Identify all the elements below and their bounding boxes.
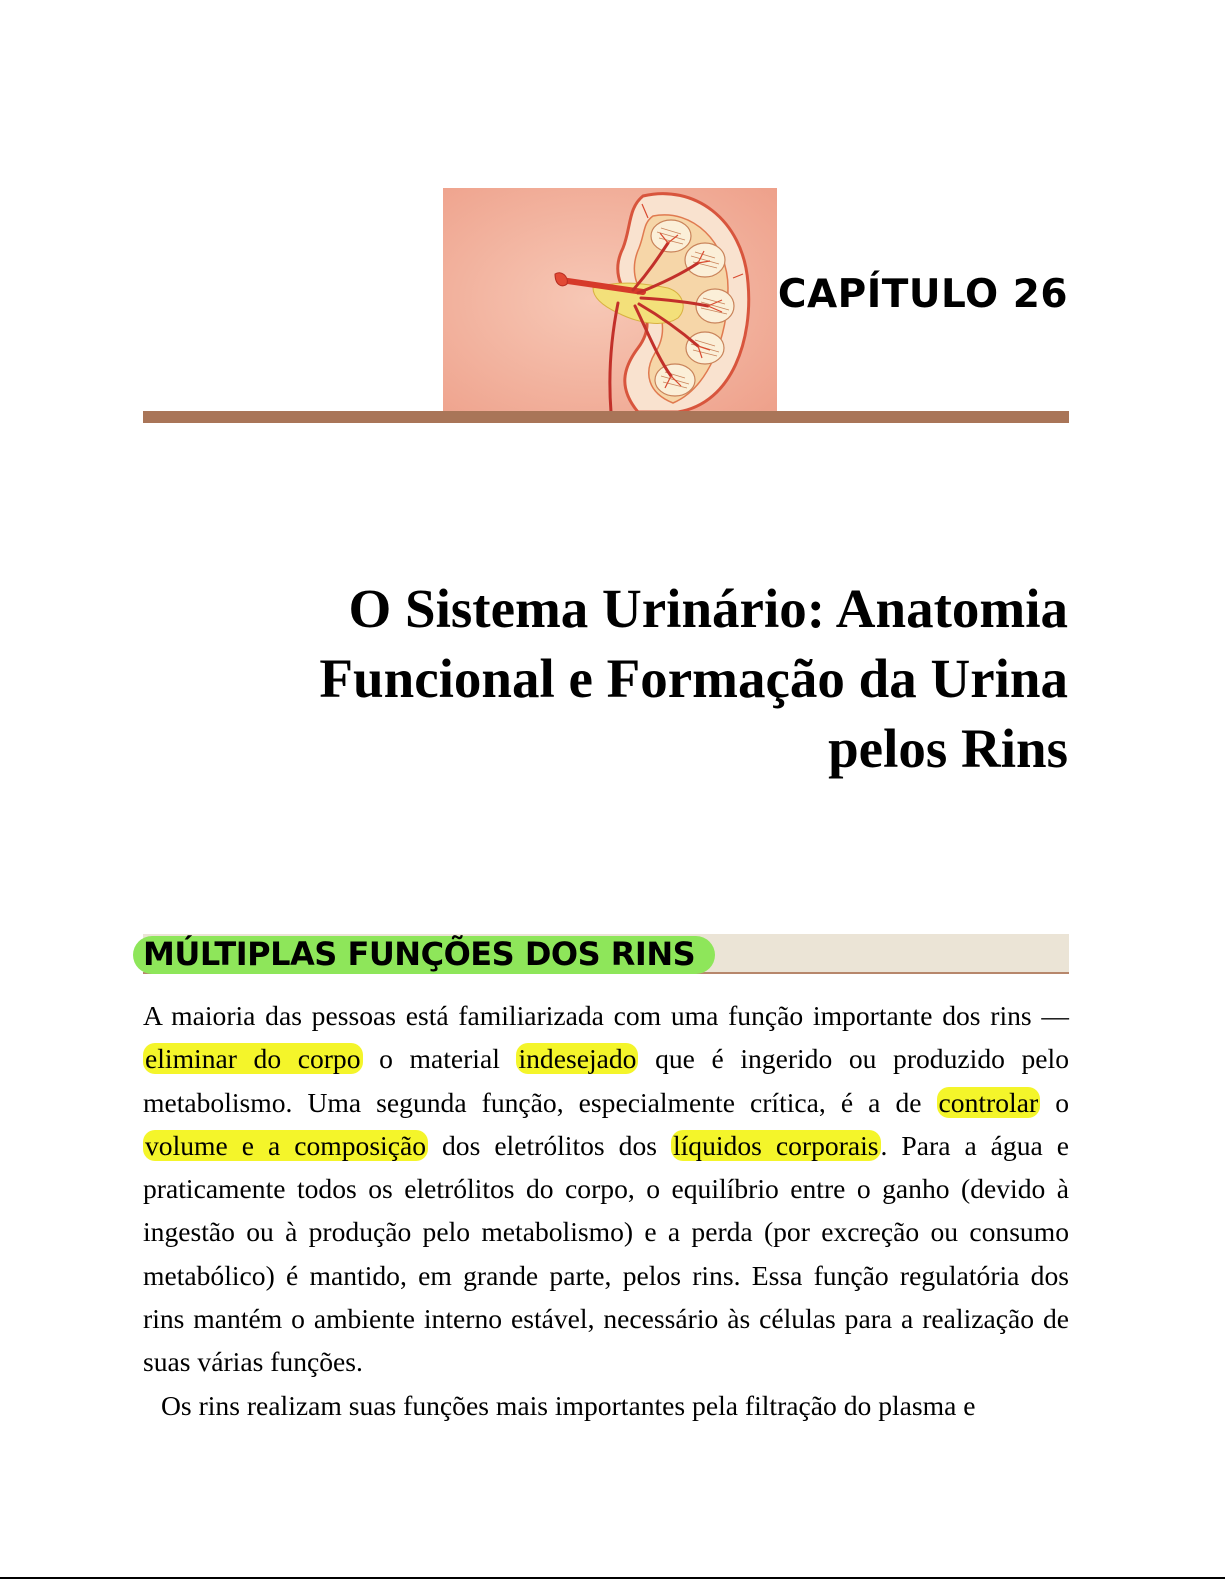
kidney-cross-section-icon <box>443 188 777 412</box>
page-bottom-border <box>0 1577 1225 1579</box>
highlighted-text: indesejado <box>518 1043 637 1075</box>
text-run: que é ingerido ou produzido pelo metabolismo. Uma segunda função, especialmente crítica, é a de <box>143 1043 1069 1118</box>
chapter-label: CAPÍTULO 26 <box>777 272 1068 317</box>
chapter-title-line: O Sistema Urinário: Anatomia <box>348 578 1068 639</box>
text-run: o material <box>362 1043 517 1075</box>
text-run: A maioria das pessoas está familiarizada com uma função importante dos rins — <box>143 1000 1069 1031</box>
highlighted-text: eliminar do corpo <box>145 1043 361 1075</box>
text-run: o <box>1040 1086 1069 1118</box>
body-text <box>143 994 1069 1427</box>
text-run: dos eletrólitos dos <box>428 1129 671 1161</box>
text-run: . Para a água e praticamente todos os eletrólitos do corpo, o equilíbrio entre o ganho (devido à ingestão ou à produção pelo metabolismo) e a perda (por excreção ou consumo metabólico) é mantido, em grande parte, pelos rins. Essa função regulatória dos rins mantém o ambiente interno estável, necessário às células para a realização de suas várias funções. <box>143 1129 1069 1378</box>
section-heading: MÚLTIPLAS FUNÇÕES DOS RINS <box>143 935 696 973</box>
chapter-title-line: pelos Rins <box>828 718 1068 779</box>
chapter-divider <box>143 411 1069 423</box>
highlighted-text: líquidos corporais <box>672 1129 879 1161</box>
highlighted-text: volume e a composição <box>145 1129 427 1161</box>
paragraph: Os rins realizam suas funções mais importantes pela filtração do plasma e <box>161 1389 976 1421</box>
chapter-title <box>188 574 1068 784</box>
paragraph <box>143 994 1069 1384</box>
highlighted-text: controlar <box>938 1086 1039 1118</box>
kidney-illustration <box>443 188 777 412</box>
chapter-title-line: Funcional e Formação da Urina <box>319 648 1068 709</box>
